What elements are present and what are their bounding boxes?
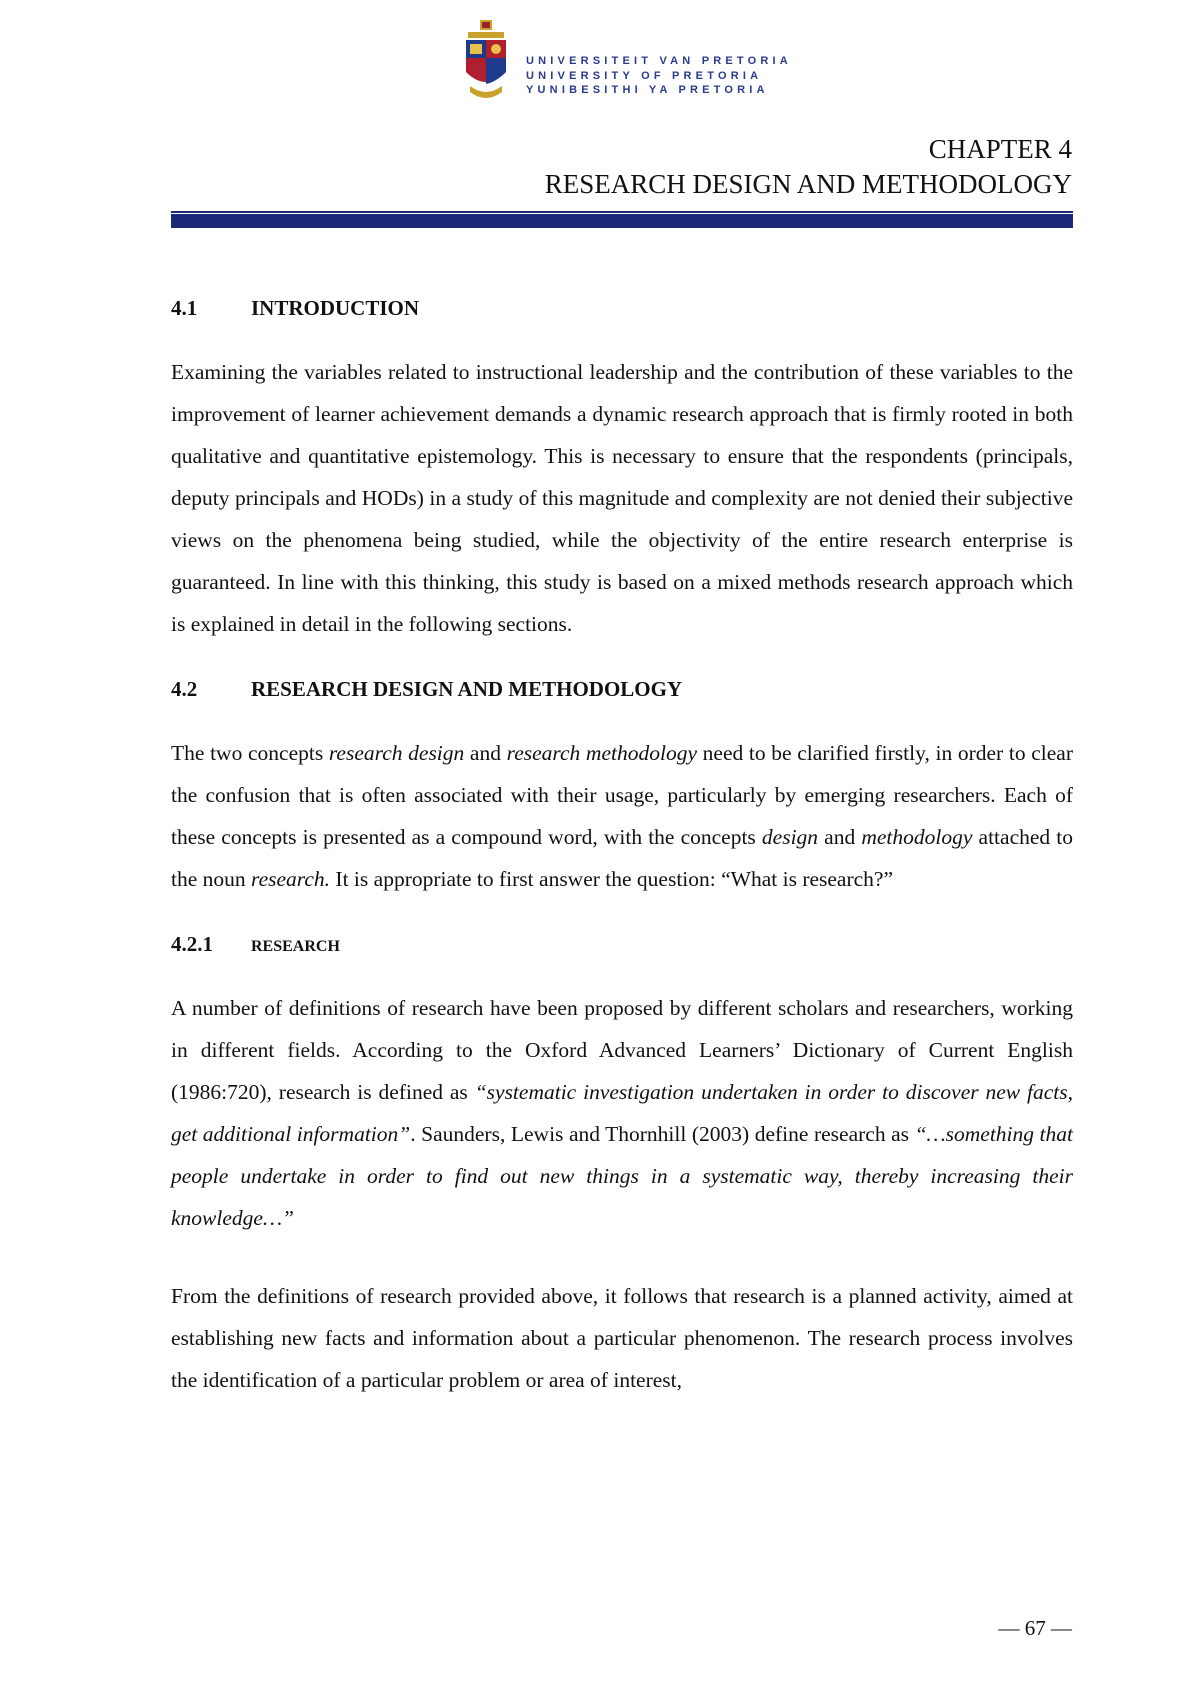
section-heading-4-1 xyxy=(171,296,1073,321)
italic-term: research. xyxy=(251,867,331,891)
header-rule-thin xyxy=(171,211,1073,213)
header-rule xyxy=(171,214,1073,228)
university-names xyxy=(526,54,792,98)
paragraph-research-process: From the definitions of research provided above, it follows that research is a planned activity, aimed at establishing new facts and information about a particular phenomenon. The research process involves the identification of a particular problem or area of interest, xyxy=(171,1284,1073,1392)
document-body xyxy=(171,296,1073,1401)
university-header xyxy=(460,18,792,108)
text-run: . Saunders, Lewis and Thornhill (2003) define research as xyxy=(410,1122,915,1146)
section-title: RESEARCH DESIGN AND METHODOLOGY xyxy=(251,677,683,701)
paragraph-definitions xyxy=(171,987,1073,1239)
text-run: A number of definitions of research have been proposed by different scholars and researchers, working in different fields. According to the Oxford Advanced Learners’ Dictionary of Current English (1986:720), research is defined as xyxy=(171,996,1073,1104)
paragraph-research-design xyxy=(171,732,1073,900)
italic-term: methodology xyxy=(861,825,973,849)
section-title: INTRODUCTION xyxy=(251,296,420,320)
italic-quote: “systematic investigation undertaken in order to discover new facts, get additional information” xyxy=(171,1080,1073,1146)
chapter-heading xyxy=(545,132,1072,202)
italic-term: design xyxy=(761,825,819,849)
text-run: and xyxy=(818,825,862,849)
text-run: attached to the noun xyxy=(171,825,1074,891)
paragraph-introduction: Examining the variables related to instructional leadership and the contribution of these variables to the improvement of learner achievement demands a dynamic research approach that is firmly rooted in both qualitative and quantitative epistemology. This is necessary to ensure that the respondents (principals, deputy principals and HODs) in a study of this magnitude and complexity are not denied their subjective views on the phenomena being studied, while the objectivity of the entire research enterprise is guaranteed. In line with this thinking, this study is based on a mixed methods research approach which is explained in detail in the following sections. xyxy=(171,360,1073,636)
section-title: RESEARCH xyxy=(251,938,340,955)
chapter-number: CHAPTER 4 xyxy=(928,134,1072,164)
page-number: — 67 — xyxy=(998,1616,1072,1640)
italic-term: research methodology xyxy=(506,741,697,765)
university-crest-icon xyxy=(460,18,512,102)
section-heading-4-2-1 xyxy=(171,932,1073,957)
italic-quote: “…something that people undertake in order to find out new things in a systematic way, thereby increasing their knowledge…” xyxy=(171,1122,1073,1230)
university-name-sepedi: YUNIBESITHI YA PRETORIA xyxy=(526,84,769,96)
italic-term: research design xyxy=(328,741,465,765)
section-number: 4.1 xyxy=(171,296,198,320)
text-run: need to be clarified firstly, in order to clear the confusion that is often associated with their usage, particularly by emerging researchers. Each of these concepts is presented as a compound word, with the concepts xyxy=(171,741,1073,849)
university-name-english: UNIVERSITY OF PRETORIA xyxy=(526,69,763,82)
section-number: 4.2.1 xyxy=(171,932,213,956)
section-number: 4.2 xyxy=(171,677,198,701)
section-heading-4-2 xyxy=(171,677,1073,702)
chapter-title: RESEARCH DESIGN AND METHODOLOGY xyxy=(544,169,1072,199)
university-name-afrikaans: UNIVERSITEIT VAN PRETORIA xyxy=(526,55,792,67)
text-run: and xyxy=(464,741,507,765)
text-run: The two concepts xyxy=(171,741,329,765)
text-run: It is appropriate to first answer the question: “What is research?” xyxy=(330,867,894,891)
